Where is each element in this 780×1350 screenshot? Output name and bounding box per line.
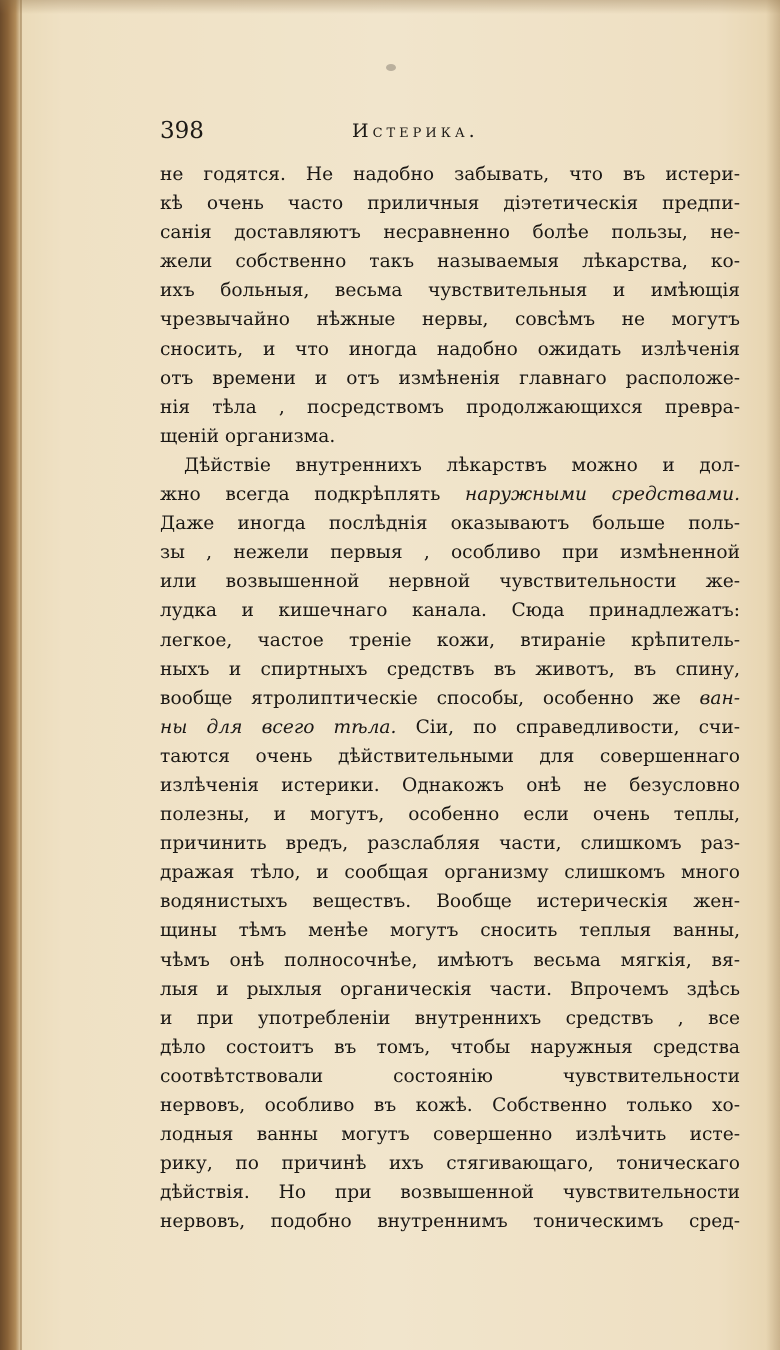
text-line: причинить вредъ, разслабляя части, слишкомъ раз- [160,833,740,855]
page-number: 398 [160,118,204,144]
text-line: ныхъ и спиртныхъ средствъ въ животъ, въ спину, [160,658,740,680]
body-text [160,160,740,1236]
top-edge-shadow [0,0,780,14]
text-line: санія доставляютъ несравненно болѣе пользы, не- [160,222,740,244]
text-line: лодныя ванны могутъ совершенно излѣчить исте- [160,1124,740,1146]
text-line: ихъ больныя, весьма чувствительныя и имѣющія [160,280,740,302]
paragraph-first-line: Дѣйствіе внутреннихъ лѣкарствъ можно и дол- [184,454,740,476]
text-line: легкое, частое треніе кожи, втираніе крѣпитель- [160,629,740,651]
text-line: и при употребленіи внутреннихъ средствъ , все [160,1007,740,1029]
text-line: чрезвычайно нѣжные нервы, совсѣмъ не могутъ [160,309,740,331]
text-line: рику, по причинѣ ихъ стягивающаго, тоническаго [160,1153,740,1175]
text-line: нія тѣла , посредствомъ продолжающихся превра- [160,396,740,418]
text-line: лудка и кишечнаго канала. Сюда принадлежатъ: [160,600,740,622]
text-line: отъ времени и отъ измѣненія главнаго расположе- [160,367,740,389]
text-line: щеній организма. [160,425,336,447]
italic-phrase: ван- [699,687,740,709]
running-head: Истерика. [352,120,479,142]
text-line: дѣло состоитъ въ томъ, чтобы наружныя средства [160,1036,740,1058]
text-line: жели собственно такъ называемыя лѣкарства, ко- [160,251,740,273]
text-line: нервовъ, особливо въ кожѣ. Собственно только хо- [160,1095,740,1116]
text-line: не годятся. Не надобно забывать, что въ истери- [160,164,740,185]
text-line: полезны, и могутъ, особенно если очень теплы, [160,804,740,826]
text-line: кѣ очень часто приличныя діэтетическія предпи- [160,193,740,215]
binding-fold-line [20,0,22,1350]
text-line: соотвѣтствовали состоянію чувствительности [160,1065,740,1087]
text-line: излѣченія истерики. Однакожъ онѣ не безусловно [160,774,740,796]
paper-speck [386,64,396,71]
book-binding-edge [0,0,22,1350]
right-edge-shadow [766,0,780,1350]
italic-phrase: ны для всего тѣла. [160,716,397,738]
text-line: щины тѣмъ менѣе могутъ сносить теплыя ванны, [160,920,740,942]
text-line: вообще ятролиптическіе способы, особенно же ван- [160,687,740,709]
text-line: чѣмъ онѣ полносочнѣе, имѣютъ весьма мягкія, вя- [160,949,740,971]
text-line: нервовъ, подобно внутреннимъ тоническимъ сред- [160,1211,740,1233]
italic-phrase: наружными средствами. [465,484,740,506]
text-line: зы , нежели первыя , особливо при измѣненной [160,542,740,564]
text-line: или возвышенной нервной чувствительности же- [160,571,740,593]
text-line: сносить, и что иногда надобно ожидать излѣченія [160,338,740,360]
text-line: жно всегда подкрѣплять наружными средствами. [160,484,740,506]
text-line: дражая тѣло, и сообщая организму слишкомъ много [160,862,740,884]
text-line: таются очень дѣйствительными для совершеннаго [160,745,740,767]
page-header [160,118,740,150]
text-line: водянистыхъ веществъ. Вообще истерическія жен- [160,891,740,913]
text-line: ны для всего тѣла. Сіи, по справедливости, счи- [160,716,740,738]
text-line: Даже иногда послѣднія оказываютъ больше поль- [160,513,740,535]
text-line: лыя и рыхлыя органическія части. Впрочемъ здѣсь [160,978,740,1000]
text-line: дѣйствія. Но при возвышенной чувствительности [160,1182,740,1204]
